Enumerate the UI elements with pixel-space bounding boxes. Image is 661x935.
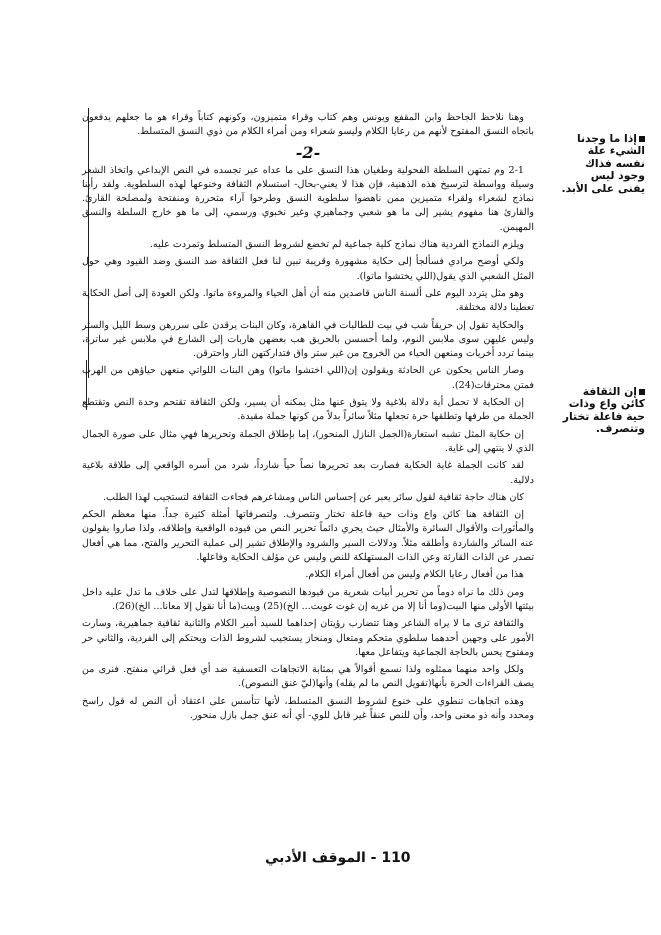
margin-note <box>561 133 645 195</box>
paragraph: هذا من أفعال رعايا الكلام وليس من أفعال أمراء الكلام. <box>305 569 524 581</box>
paragraph: 2-1 وم تمتهن السلطة الفحولية وطغيان هذا النسق على ما عداه عبر تجسده في النص الإبداعي واتخاذ الشعر وسيلة وواسطة لترسيخ هذه الذهنية، فإن هذا لا يعني-بحال- استسلام الثقافة وخنوعها لهذه السلطوية. ولقد رأينا نماذج لشعراء ولقراء متميزين ممن ناهضوا سلطوية النسق وطرحوا آراء متحررة ومنفتحة ولمصلحة القارئ. والقارئ هنا مفهوم يشير إلى ما هو شعبي وجماهيري وغير نخبوي ورسمي، إلى ما هو خارج السلطة والنسق المهيمن. <box>82 164 534 233</box>
paragraph: إن حكاية المثل تشبه استعارة(الجمل النازل المنحور)، إما بإطلاق الجملة وتحريرها فهي مثال على صورة الجمال الذي لا ينتهي إلى غاية. <box>82 428 534 454</box>
section-number: -2- <box>295 142 321 162</box>
paragraph: وهنا نلاحظ الجاحظ وابن المقفع ويونس وهم كتاب وقراء متميزون، وكونهم كتاباً وقراء هو ما جعلهم يدفعون باتجاه النسق المفتوح لأنهم من رعايا الكلام وليسو شعراء ومن أمراء الكلام من ذوي النسق المتسلط. <box>82 112 534 138</box>
paragraph: وهذه اتجاهات تنطوي على خنوع لشروط النسق المتسلط، لأنها تتأسس على اعتقاد أن النص له قول راسخ ومحدد وأنه ذو معنى واحد، وأن للنص عنقاً غير قابل للوي- أي أنه عنق جمل بازل منحور. <box>82 695 534 721</box>
paragraph: لقد كانت الجملة غاية الحكاية فصارت بعد تحريرها نصاً حياً شارداً، شرد من أسره الواقعي إلى طلاقة بلاغية دلالية. <box>82 460 534 486</box>
page-footer: 110 - الموقف الأدبي <box>265 850 411 866</box>
article-body <box>82 111 534 726</box>
margin-note-text: إن الثقافة كائن واع وذات حية فاعلة تختار وتتصرف. <box>562 385 645 436</box>
paragraph: وصار الناس يحكون عن الحادثة ويقولون إن(اللي اختشوا ماتوا) وهن البنات اللواتي منعهن حياؤهن من الهرب فمتن محترقات(24). <box>82 365 534 391</box>
paragraph: إن الثقافة هنا كائن واع وذات حية فاعلة تختار وتتصرف. ولتصرفاتها أمثلة كثيرة جداً. منها معظم الحكم والمأثورات والأقوال السائرة والأمثال حيث يجري دائماً تحرير النص من قيوده الواقعية وإطلاقه، ولذا صاروا يقولون عنه السائر والشاردة وأطلقه مثلاً. ودلالات السير والشرود والإطلاق تشير إلى عملية التحرير والفتح، مما هي أفعال تصدر عن الذات القارئة وعن الذات المستهلكة للنص وليس عن مؤلف الحكاية وفاعلها. <box>82 509 534 564</box>
paragraph: وهو مثل يتردد اليوم على ألسنة الناس قاصدين منه أن أهل الحياء والمروءة ماتوا. ولكن العودة إلى أصل الحكاية تعطينا دلالة مختلفة. <box>82 287 534 314</box>
paragraph: ولكل واحد منهما ممثلوه ولذا نسمع أقوالاً هي بمثابة الاتجاهات التعسفية ضد أي فعل قرائي منفتح. فنرى من يصف القراءات الحرة بأنها(تقويل النص ما لم يقله) وأنها(ليّ عنق النصوص). <box>82 664 534 690</box>
paragraph: والحكاية تقول إن حريقاً شب في بيت للطالبات في القاهرة، وكان البنات يرقدن على سررهن وسط الليل والستر وليس عليهن سوى ملابس النوم، ولما أحسسن بالحريق هب بعضهن هاربات إلى الشارع في ملابس غير ساترة، بينما تردد أخريات ومنعهن الحياء من الخروج من غير ستر واق فتداركتهن النار واحترقن. <box>82 319 534 360</box>
square-bullet-icon <box>639 389 645 395</box>
paragraph: كان هناك حاجة ثقافية لقول سائر يعبر عن إحساس الناس ومشاعرهم فجاءت الثقافة لتستجيب لهذا الطلب. <box>103 491 524 503</box>
paragraph: ولكي أوضح مرادي فسألجأ إلى حكاية مشهورة وقريبة تبين لنا فعل الثقافة ضد النسق وضد القيود وهي حول المثل الشعبي الذي يقول(اللي يختشوا ماتوا). <box>82 256 534 282</box>
margin-note-text: إذا ما وجدنا الشيء علة نفسه فذاك وجود ليس يفنى على الأبد. <box>561 132 645 195</box>
margin-note <box>561 386 645 436</box>
paragraph: ومن ذلك ما نراه دوماً من تحرير أبيات شعرية من قيودها النصوصية وإطلاقها لتدل على خلاف ما تدل عليه داخل بيئتها الأولى منها البيت(وما أنا إلا من غزيه إن غوت غويت... الخ)(25) وبيت(ما أنا نقول إلا معانا... الخ)(26). <box>82 586 534 612</box>
paragraph: والثقافة ترى ما لا يراه الشاعر وهنا تتضارب رؤيتان إحداهما للسيد أمير الكلام والثانية ثقافية جماهيرية، وسارت الأمور على وجهين أحدهما سلطوي متحكم ومتعال ومنحاز يستجيب لشروط الذات ويحتكم إلى الفردية، والثاني حر ومفتوح يحس بالحاجة الجماعية ويتفاعل معها. <box>82 618 534 658</box>
paragraph: ويلزم النماذج الفردية هناك نماذج كلية جماعية لم تخضع لشروط النسق المتسلط وتمردت عليه. <box>149 239 524 251</box>
paragraph: إن الحكاية لا تحمل أية دلالة بلاغية ولا يتوق عنها مثل يمكنه أن يسير، ولكن الثقافة تقتحم وحدة النص وتقتطع الجملة من طرفها وتطلقها حرة تجعلها مثلاً سائراً بدلاً من كونها جملة مقيدة. <box>82 397 534 423</box>
square-bullet-icon <box>639 136 645 142</box>
